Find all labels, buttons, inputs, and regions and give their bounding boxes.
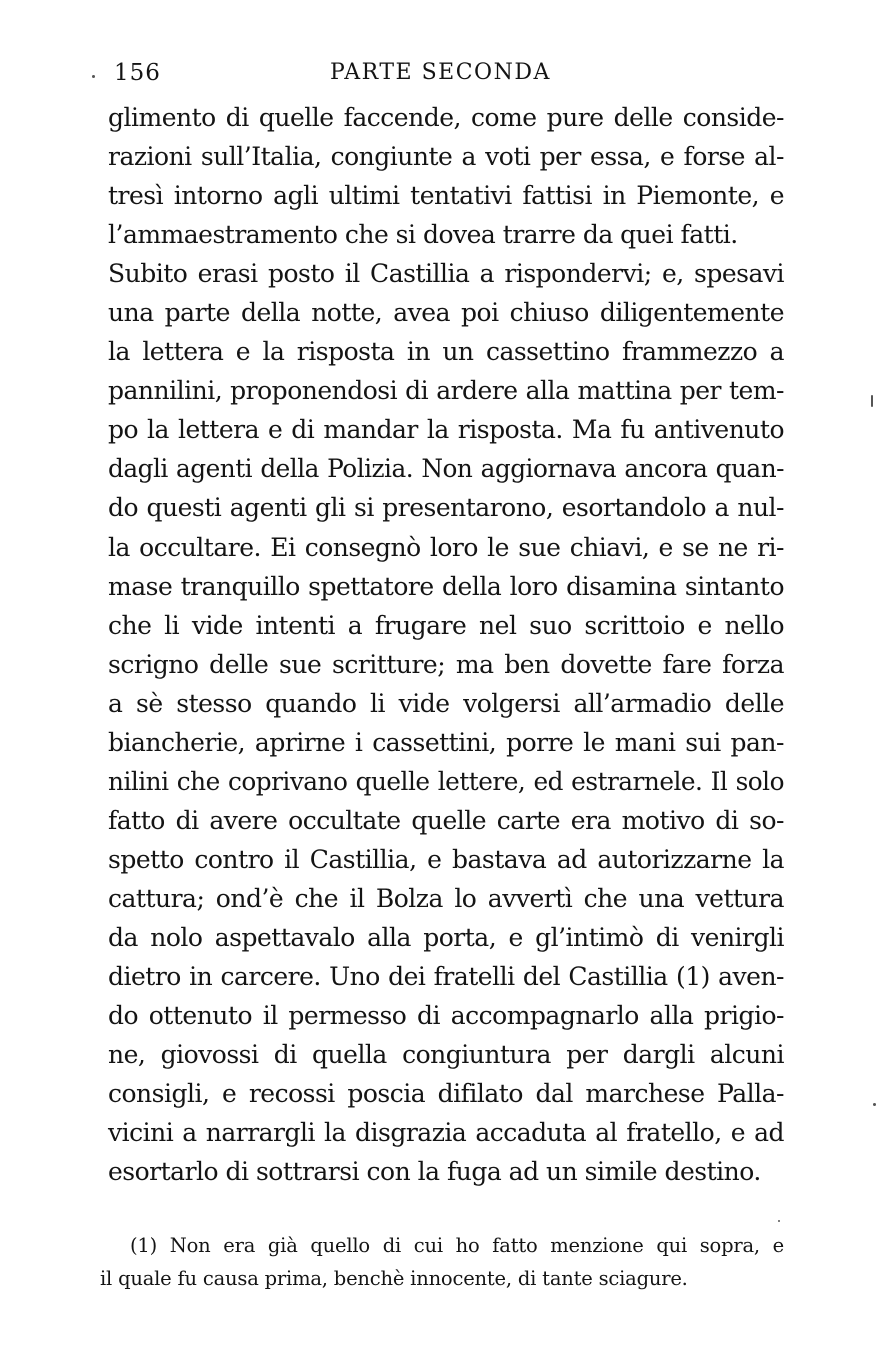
text-line: Subito erasi posto il Castillia a rispondervi; e, spesavi bbox=[108, 259, 784, 289]
text-line: dietro in carcere. Uno dei fratelli del Castillia (1) aven- bbox=[108, 962, 784, 992]
page-header bbox=[108, 60, 788, 92]
text-line: vicini a narrargli la disgrazia accaduta al fratello, e ad bbox=[108, 1118, 784, 1148]
page-number: 156 bbox=[114, 60, 161, 86]
scan-speck bbox=[778, 1220, 780, 1222]
footnote bbox=[100, 1229, 784, 1295]
footnote-line: il quale fu causa prima, benchè innocente, di tante sciagure. bbox=[100, 1267, 688, 1290]
text-line: razioni sull’Italia, congiunte a voti per essa, e forse al- bbox=[108, 142, 784, 172]
text-line: do questi agenti gli si presentarono, esortandolo a nul- bbox=[108, 493, 784, 523]
text-line: che li vide intenti a frugare nel suo scrittoio e nello bbox=[108, 610, 784, 640]
text-line: do ottenuto il permesso di accompagnarlo alla prigio- bbox=[108, 1001, 784, 1031]
text-line: la lettera e la risposta in un cassettino frammezzo a bbox=[108, 337, 784, 367]
text-line: mase tranquillo spettatore della loro disamina sintanto bbox=[108, 571, 784, 601]
text-line: una parte della notte, avea poi chiuso diligentemente bbox=[108, 298, 784, 328]
scan-speck bbox=[873, 1103, 876, 1106]
scan-speck bbox=[92, 75, 95, 78]
running-head: PARTE SECONDA bbox=[330, 60, 551, 85]
scan-speck bbox=[871, 395, 873, 407]
text-line: po la lettera e di mandar la risposta. Ma fu antivenuto bbox=[108, 415, 784, 445]
footnote-line: (1) Non era già quello di cui ho fatto menzione qui sopra, e bbox=[130, 1234, 784, 1257]
text-line: fatto di avere occultate quelle carte era motivo di so- bbox=[108, 805, 784, 835]
text-line: da nolo aspettavalo alla porta, e gl’intimò di venirgli bbox=[108, 922, 784, 952]
text-line: l’ammaestramento che si dovea trarre da quei fatti. bbox=[108, 220, 738, 250]
text-line: spetto contro il Castillia, e bastava ad autorizzarne la bbox=[108, 844, 784, 874]
text-line: scrigno delle sue scritture; ma ben dovette fare forza bbox=[108, 649, 784, 679]
text-line: ne, giovossi di quella congiuntura per dargli alcuni bbox=[108, 1040, 784, 1070]
text-line: esortarlo di sottrarsi con la fuga ad un simile destino. bbox=[108, 1157, 761, 1187]
text-line: consigli, e recossi poscia difilato dal marchese Palla- bbox=[108, 1079, 784, 1109]
text-line: a sè stesso quando li vide volgersi all’armadio delle bbox=[108, 688, 784, 718]
text-line: biancherie, aprirne i cassettini, porre le mani sui pan- bbox=[108, 727, 784, 757]
text-line: glimento di quelle faccende, come pure delle conside- bbox=[108, 103, 784, 132]
text-line: nilini che coprivano quelle lettere, ed estrarnele. Il solo bbox=[108, 766, 784, 796]
text-line: pannilini, proponendosi di ardere alla mattina per tem- bbox=[108, 376, 784, 406]
text-line: cattura; ond’è che il Bolza lo avvertì che una vettura bbox=[108, 883, 784, 913]
text-line: dagli agenti della Polizia. Non aggiornava ancora quan- bbox=[108, 454, 784, 484]
text-line: tresì intorno agli ultimi tentativi fattisi in Piemonte, e bbox=[108, 181, 784, 211]
text-line: la occultare. Ei consegnò loro le sue chiavi, e se ne ri- bbox=[108, 532, 784, 562]
body-text bbox=[108, 98, 784, 1191]
